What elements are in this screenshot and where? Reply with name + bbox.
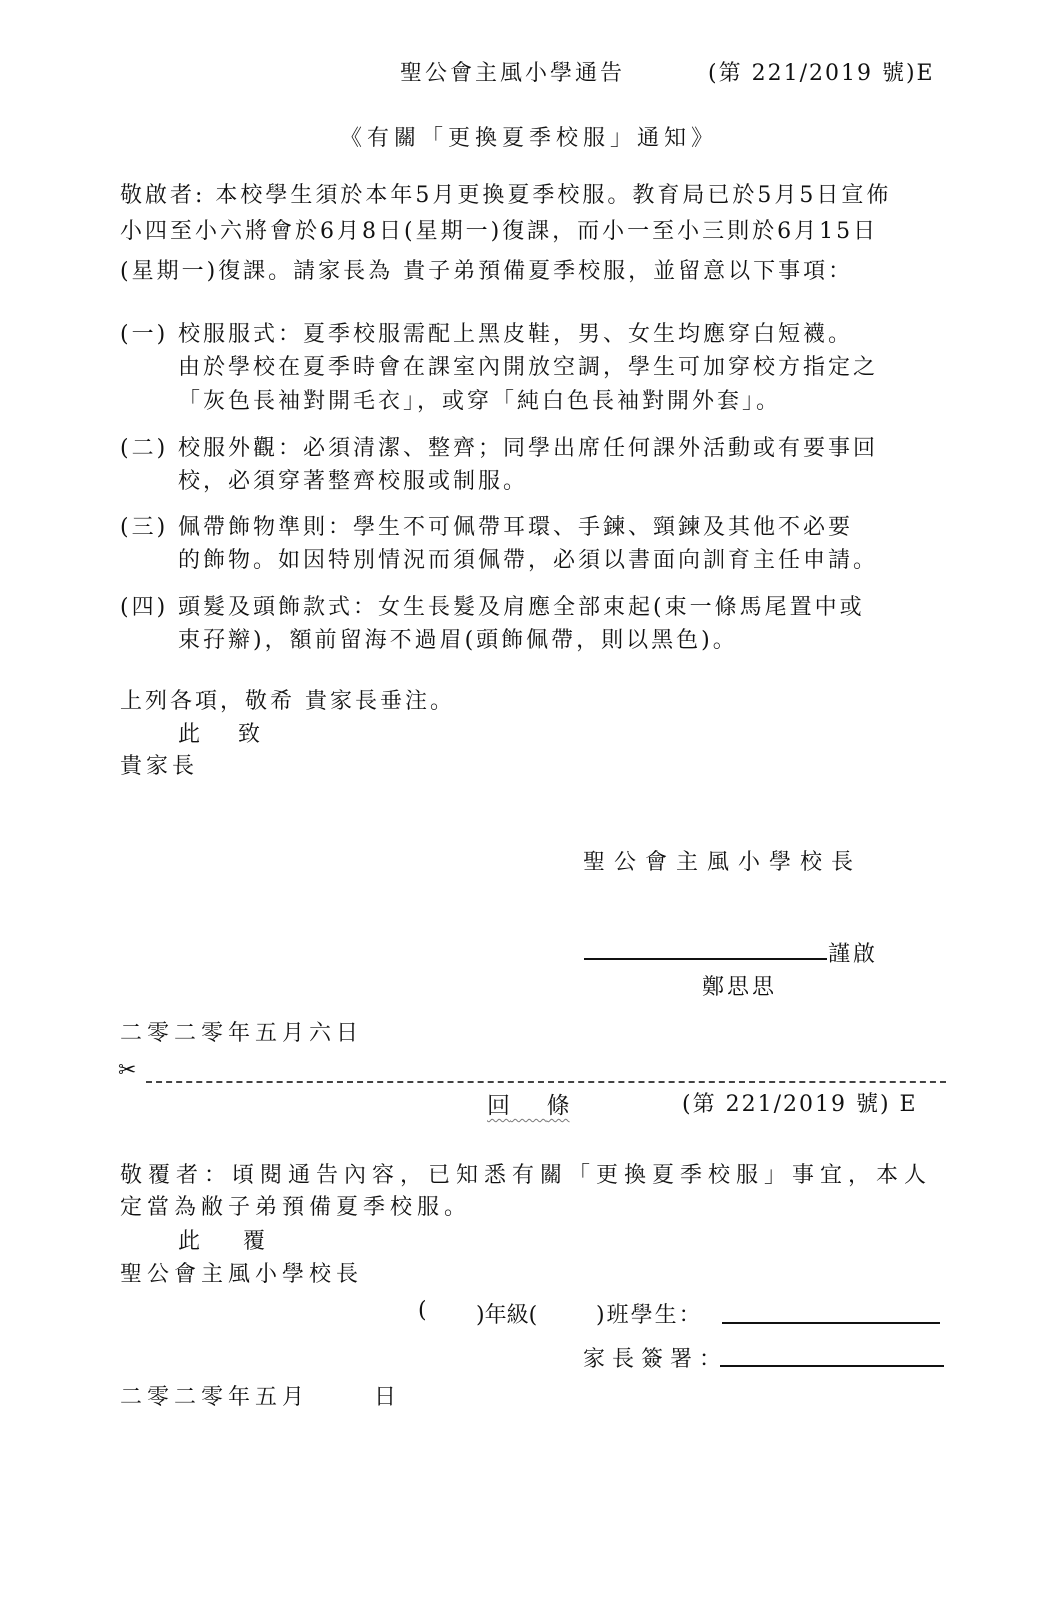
item-4-line-1: 頭髮及頭飾款式：女生長髮及肩應全部束起(束一條馬尾置中或: [178, 595, 865, 620]
class-open-paren: (: [418, 1298, 427, 1323]
intro-line-3: (星期一)復課。請家長為 貴子弟預備夏季校服，並留意以下事項：: [120, 259, 854, 284]
grade-label: )年級(: [476, 1303, 538, 1328]
closing-remark: 上列各項，敬希 貴家長垂注。: [120, 689, 455, 714]
item-1-number: (一): [120, 322, 169, 347]
principal-name: 鄭思思: [702, 975, 778, 1000]
intro-line-2: 小四至小六將會於6月8日(星期一)復課，而小一至小三則於6月15日: [120, 219, 879, 244]
reply-title-a: 回: [487, 1093, 510, 1119]
reply-addressee: 聖公會主風小學校長: [120, 1262, 364, 1287]
intro-line-1: 敬啟者: 本校學生須於本年5月更換夏季校服。教育局已於5月5日宣佈: [120, 183, 892, 208]
parent-sign-label: 家長簽署：: [583, 1347, 729, 1372]
item-4-number: (四): [120, 595, 169, 620]
cut-dashed-line: [146, 1081, 946, 1083]
closing-zhi: 致: [238, 722, 261, 747]
item-2-number: (二): [120, 436, 169, 461]
item-1-line-1: 校服服式：夏季校服需配上黑皮鞋，男、女生均應穿白短襪。: [178, 322, 854, 347]
reply-ci: 此: [178, 1229, 201, 1254]
reply-notice-number: (第 221/2019 號) E: [682, 1092, 918, 1117]
student-name-field[interactable]: [722, 1322, 940, 1324]
item-1-line-2: 由於學校在夏季時會在課室內開放空調，學生可加穿校方指定之: [178, 355, 879, 380]
reply-body-line-1: 敬覆者：頃閱通告內容，已知悉有關「更換夏季校服」事宜，本人: [120, 1163, 933, 1188]
notice-number: (第 221/2019 號)E: [708, 61, 935, 86]
respectfully-label: 謹啟: [828, 942, 879, 967]
closing-ci: 此: [178, 722, 201, 747]
signature-line: [584, 958, 827, 960]
item-2-line-1: 校服外觀：必須清潔、整齊；同學出席任何課外活動或有要事回: [178, 436, 879, 461]
item-3-line-2: 的飾物。如因特別情況而須佩帶，必須以書面向訓育主任申請。: [178, 548, 879, 573]
item-3-number: (三): [120, 515, 169, 540]
reply-title-gap: [510, 1093, 547, 1119]
class-student-label: )班學生：: [596, 1303, 703, 1328]
item-1-line-3: 「灰色長袖對開毛衣」，或穿「純白色長袖對開外套」。: [178, 389, 782, 414]
reply-date-suffix: 日: [374, 1385, 397, 1410]
item-4-line-2: 束孖辮)，額前留海不過眉(頭飾佩帶，則以黑色)。: [178, 628, 738, 653]
item-3-line-1: 佩帶飾物準則：學生不可佩帶耳環、手鍊、頸鍊及其他不必要: [178, 515, 854, 540]
closing-recipient: 貴家長: [120, 754, 199, 779]
reply-slip-title: [487, 1087, 570, 1120]
notice-subject: 《有關「更換夏季校服」通知》: [340, 126, 719, 151]
reply-date-prefix: 二零二零年五月: [120, 1385, 310, 1410]
school-notice-title: 聖公會主風小學通告: [400, 61, 626, 86]
item-2-line-2: 校，必須穿著整齊校服或制服。: [178, 469, 529, 494]
reply-body-line-2: 定當為敝子弟預備夏季校服。: [120, 1195, 472, 1220]
reply-fu: 覆: [243, 1229, 266, 1254]
scissors-icon: ✂: [118, 1058, 137, 1083]
parent-signature-field[interactable]: [720, 1365, 944, 1367]
reply-title-b: 條: [546, 1093, 570, 1119]
principal-title: 聖公會主風小學校長: [583, 850, 863, 875]
notice-date: 二零二零年五月六日: [120, 1021, 364, 1046]
